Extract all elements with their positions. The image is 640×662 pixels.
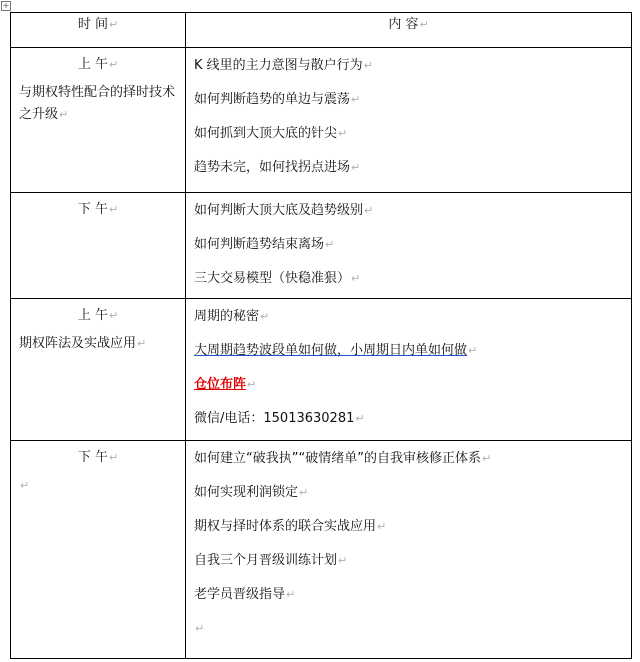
paragraph-mark-icon: ↵ — [59, 108, 69, 121]
time-slot-label: 上 午 — [77, 308, 108, 323]
table-row — [11, 48, 632, 193]
contact-line: 微信/电话：15013630281↵ — [194, 411, 365, 426]
paragraph-mark-icon: ↵ — [108, 451, 119, 464]
content-cell — [186, 441, 632, 659]
paragraph-mark-icon: ↵ — [419, 18, 429, 31]
table-row — [11, 441, 632, 659]
list-item: 如何建立“破我执”“破情绪单”的自我审核修正体系↵ — [194, 451, 492, 466]
header-time-cell — [11, 13, 186, 48]
list-item: 期权与择时体系的联合实战应用↵ — [194, 519, 387, 534]
time-cell — [11, 48, 186, 193]
list-item: 如何判断大顶大底及趋势级别↵ — [194, 203, 374, 218]
list-item: 大周期趋势波段单如何做，小周期日内单如何做↵ — [194, 343, 478, 358]
time-cell — [11, 299, 186, 441]
list-item: 周期的秘密↵ — [194, 309, 270, 324]
session-topic: 期权阵法及实战应用 — [19, 336, 137, 351]
paragraph-mark-icon: ↵ — [108, 309, 119, 322]
list-item: 如何抓到大顶大底的针尖↵ — [194, 126, 348, 141]
list-item: 如何判断趋势的单边与震荡↵ — [194, 92, 361, 107]
list-item: 如何判断趋势结束离场↵ — [194, 237, 335, 252]
paragraph-mark-icon: ↵ — [108, 58, 119, 71]
content-cell — [186, 48, 632, 193]
paragraph-mark-icon: ↵ — [108, 203, 119, 216]
paragraph-mark-icon: ↵ — [20, 479, 30, 492]
table-header-row — [11, 13, 632, 48]
highlighted-item: 仓位布阵↵ — [194, 377, 257, 392]
list-item: 老学员晋级指导↵ — [194, 587, 296, 602]
time-cell — [11, 193, 186, 299]
content-cell — [186, 299, 632, 441]
table-row — [11, 193, 632, 299]
list-item: 三大交易模型（快稳准狠）↵ — [194, 271, 361, 286]
empty-line: ↵ — [195, 622, 205, 635]
paragraph-mark-icon: ↵ — [108, 18, 119, 31]
table-move-handle-icon[interactable]: + — [2, 1, 10, 10]
table-row — [11, 299, 632, 441]
list-item: 如何实现利润锁定↵ — [194, 485, 309, 500]
header-time-label: 时 间 — [77, 17, 108, 32]
list-item: 自我三个月晋级训练计划↵ — [194, 553, 348, 568]
time-slot-label: 上 午 — [77, 57, 108, 72]
time-slot-label: 下 午 — [77, 202, 108, 217]
list-item: K 线里的主力意图与散户行为↵ — [194, 58, 373, 73]
time-slot-label: 下 午 — [77, 450, 108, 465]
time-cell — [11, 441, 186, 659]
header-content-label: 内 容 — [388, 17, 419, 32]
paragraph-mark-icon: ↵ — [137, 337, 147, 350]
session-topic: 与期权特性配合的择时技术之升级 — [19, 85, 176, 122]
header-content-cell — [186, 13, 632, 48]
list-item: 趋势未完，如何找拐点进场↵ — [194, 160, 361, 175]
content-cell — [186, 193, 632, 299]
schedule-table — [10, 12, 632, 659]
